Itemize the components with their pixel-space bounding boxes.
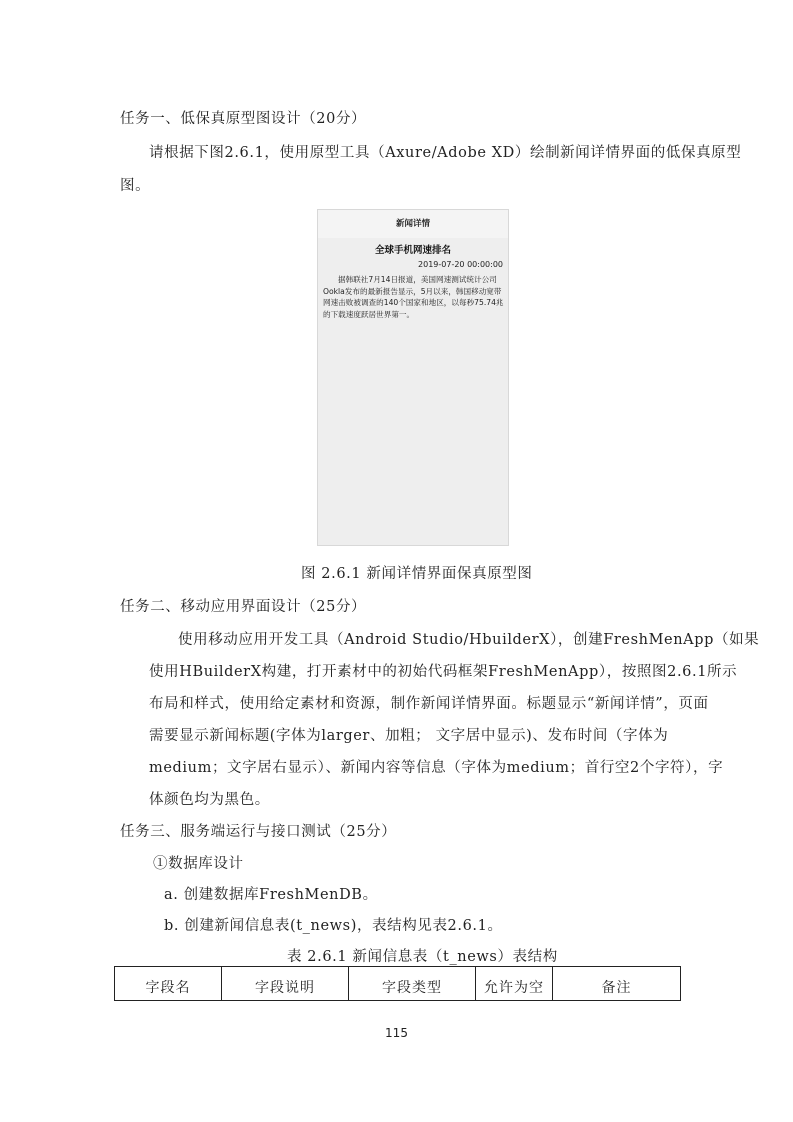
- mockup-header-title: 新闻详情: [318, 210, 508, 238]
- task2-line-3: 布局和样式，使用给定素材和资源，制作新闻详情界面。标题显示“新闻详情”，页面: [149, 696, 709, 712]
- table-header-cell: 字段说明: [222, 967, 349, 1001]
- task1-paragraph-line2: 图。: [120, 178, 151, 194]
- table-structure: [114, 966, 681, 1001]
- mockup-news-time: 2019-07-20 00:00:00: [418, 260, 503, 269]
- table-header-cell: 字段名: [115, 967, 222, 1001]
- task2-line-5: medium；文字居右显示）、新闻内容等信息（字体为medium；首行空2个字符），字: [149, 760, 724, 776]
- table-caption: 表 2.6.1 新闻信息表（t_news）表结构: [287, 949, 558, 965]
- task2-line-4: 需要显示新闻标题(字体为larger、加粗； 文字居中显示)、发布时间（字体为: [149, 728, 669, 744]
- figure-caption: 图 2.6.1 新闻详情界面保真原型图: [301, 566, 533, 582]
- table-header-cell: 允许为空: [476, 967, 553, 1001]
- table-header-cell: 字段类型: [349, 967, 476, 1001]
- table-header-cell: 备注: [553, 967, 681, 1001]
- task3-item-b: b. 创建新闻信息表(t_news)，表结构见表2.6.1。: [164, 918, 503, 934]
- page-number: 115: [385, 1026, 408, 1040]
- task3-heading: 任务三、服务端运行与接口测试（25分）: [120, 824, 397, 840]
- task2-line-1: 使用移动应用开发工具（Android Studio/HbuilderX），创建FreshMenApp（如果: [178, 632, 760, 648]
- mockup-news-title: 全球手机网速排名: [374, 245, 451, 256]
- task1-heading: 任务一、低保真原型图设计（20分）: [120, 111, 367, 127]
- mockup-news-content: 据韩联社7月14日报道，美国网速测试统计公司Ookla发布的最新报告显示，5月以来，韩国移动宽带网速击败被调查的140个国家和地区，以每秒75.74兆的下载速度跃居世界第一。: [323, 275, 504, 319]
- task3-item-a: a. 创建数据库FreshMenDB。: [164, 887, 378, 903]
- table-header-row: [115, 967, 681, 1001]
- task2-line-6: 体颜色均为黑色。: [149, 792, 270, 808]
- task1-paragraph-line1: 请根据下图2.6.1，使用原型工具（Axure/Adobe XD）绘制新闻详情界面的低保真原型: [149, 145, 742, 161]
- task2-heading: 任务二、移动应用界面设计（25分）: [120, 599, 367, 615]
- task2-line-2: 使用HBuilderX构建，打开素材中的初始代码框架FreshMenApp），按照图2.6.1所示: [149, 664, 738, 680]
- task3-subheading-db: ①数据库设计: [153, 856, 244, 872]
- news-detail-mockup: [317, 209, 509, 546]
